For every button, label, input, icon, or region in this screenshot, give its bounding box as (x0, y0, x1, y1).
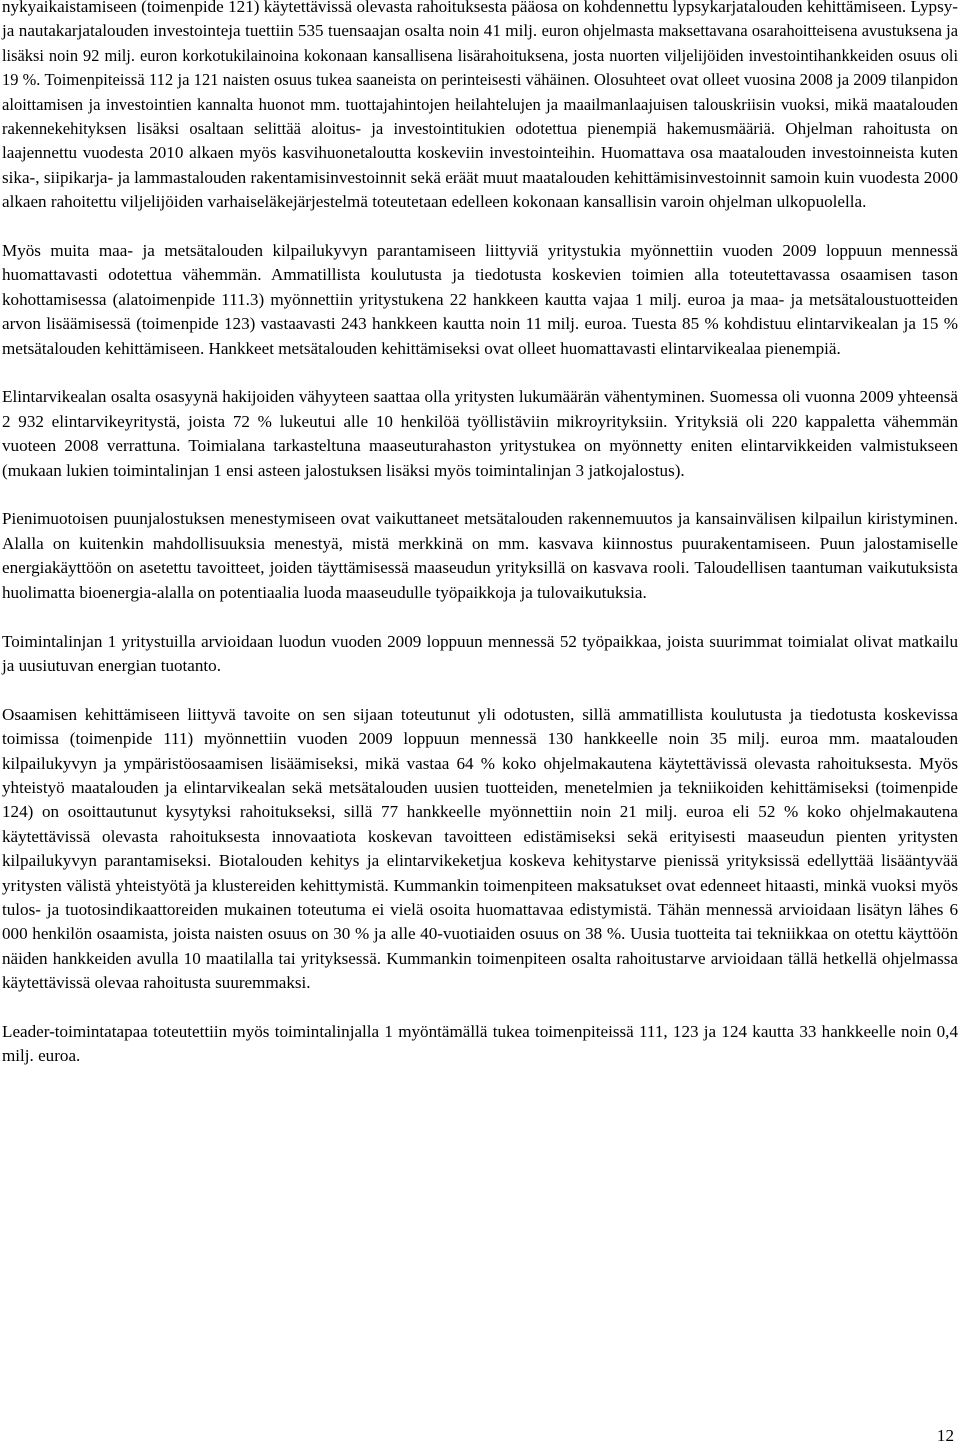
paragraph-jobs: Toimintalinjan 1 yritystuilla arvioidaan luodun vuoden 2009 loppuun mennessä 52 työpaikkaa, joista suurimmat toimialat olivat matkailu ja uusiutuvan energian tuotanto. (2, 631, 958, 675)
paragraph-wood-processing: Pienimuotoisen puunjalostuksen menestymiseen ovat vaikuttaneet metsätalouden rakennemuutos ja kansainvälisen kilpailun kiristyminen. Alalla on kuitenkin mahdollisuuksia menestyä, mistä merkkinä on mm. kasvava kiinnostus puurakentamiseen. Puun jalostamiselle energiakäyttöön on asetettu tavoitteet, joiden täyttämisessä maaseudun yrityksillä on kasvava rooli. Taloudellisen taantuman vaikutuksista huolimatta bioenergia-alalla on potentiaalia luoda maaseudulle työpaikkoja ja tulovaikutuksia. (2, 509, 958, 602)
paragraph-food-industry: Elintarvikealan osalta osasyynä hakijoiden vähyyteen saattaa olla yritysten lukumäärän vähentyminen. Suomessa oli vuonna 2009 yhteensä 2 932 elintarvikeyritystä, joista 72 % lukeutui alle 10 henkilöä työllistäviin mikroyrityksiin. Yrityksiä oli 220 kappaletta vähemmän vuoteen 2008 verrattuna. Toimialana tarkasteltuna maaseuturahaston yritystukea on myönnetty eniten elintarvikkeiden valmistukseen (mukaan lukien toimintalinjan 1 ensi asteen jalostuksen lisäksi myös toimintalinjan 3 jatkojalostus). (2, 387, 958, 480)
page-number: 12 (936, 1426, 954, 1445)
paragraph-rural-investment (2, 0, 958, 215)
paragraph-segment: Toimenpiteissä 112 ja 121 naisten osuus tukea saaneista on perinteisesti vähäinen. Olosuhteet ovat olleet vuosina 2008 ja 2009 tilanpidon aloittamisen ja investointien kannalta huonot mm. tuottajahintojen heilahtelujen ja maailmanlaajuisen talouskriisin vuoksi, mikä maatalouden rakennekehityksen lisäksi osaltaan selittää aloitus- ja investointitukien odotettua pienempiä hakemusmääriä. (2, 70, 958, 139)
paragraph-segment: nykyaikaistamiseen (toimenpide 121) käytettävissä olevasta rahoituksesta pääosa on kohdennettu lypsykarjatalouden kehittämiseen. Lypsy- ja nautakarjatalouden investointeja tuettiin 535 tuensaajan osalta noin 41 milj. (2, 0, 958, 41)
paragraph-competitiveness: Myös muita maa- ja metsätalouden kilpailukyvyn parantamiseen liittyviä yritystukia myönnettiin vuoden 2009 loppuun mennessä huomattavasti odotettua vähemmän. Ammatillista koulutusta ja tiedotusta koskevien toimien alla toteutettavassa osaamisen tason kohottamisessa (alatoimenpide 111.3) myönnettiin yritystukena 22 hankkeen kautta vajaa 1 milj. euroa ja maa- ja metsätaloustuotteiden arvon lisäämisessä (toimenpide 123) vastaavasti 243 hankkeen kautta noin 11 milj. euroa. Tuesta 85 % kohdistuu elintarvikealan ja 15 % metsätalouden kehittämiseen. Hankkeet metsätalouden kehittämiseksi ovat olleet huomattavasti elintarvikealaa pienempiä. (2, 241, 958, 358)
paragraph-segment: euron ohjelmasta maksettavana osarahoitteisena avustuksena ja lisäksi noin 92 milj. euron korkotukilainoina kokonaan kansallisena lisärahoituksena, josta nuorten viljelijöiden investointihankkeiden osuus oli 19 %. (2, 21, 958, 90)
paragraph-segment: Ohjelman rahoitusta on laajennettu vuodesta 2010 alkaen myös kasvihuonetaloutta koskeviin investointeihin. Huomattava osa maatalouden investoinneista kuten sika-, siipikarja- ja lammastalouden rakentamisinvestoinnit sekä eräät muut maatalouden kehittämisinvestoinnit samoin kuin vuodesta 2000 alkaen rahoitettu viljelijöiden varhaiseläkejärjestelmä toteutetaan edelleen kokonaan kansallisin varoin ohjelman ulkopuolella. (2, 119, 958, 212)
paragraph-leader: Leader-toimintatapaa toteutettiin myös toimintalinjalla 1 myöntämällä tukea toimenpiteissä 111, 123 ja 124 kautta 33 hankkeelle noin 0,4 milj. euroa. (2, 1021, 958, 1066)
paragraph-skills: Osaamisen kehittämiseen liittyvä tavoite on sen sijaan toteutunut yli odotusten, sillä ammatillista koulutusta ja tiedotusta koskevissa toimissa (toimenpide 111) myönnettiin vuoden 2009 loppuun mennessä 130 hankkeelle noin 35 milj. euroa mm. maatalouden kilpailukyvyn ja ympäristöosaamisen lisäämiseksi, mikä vastaa 64 % koko ohjelmakautena käytettävissä olevasta rahoituksesta. Myös yhteistyö maatalouden ja elintarvikealan sekä metsätalouden uusien tuotteiden, menetelmien ja tekniikoiden kehittämiseksi (toimenpide 124) on osoittautunut kysytyksi rahoitukseksi, sillä 77 hankkeelle myönnettiin noin 21 milj. euroa eli 52 % koko ohjelmakautena käytettävissä olevasta rahoituksesta innovaatiota koskevan tavoitteen edistämiseksi sekä erityisesti maaseudun pienten yritysten kilpailukyvyn parantamiseksi. Biotalouden kehitys ja elintarvikeketjua koskeva kehitystarve pienissä yrityksissä edellyttää lisääntyvää yritysten välistä yhteistyötä ja klustereiden kehittymistä. Kummankin toimenpiteen maksatukset ovat edenneet hitaasti, minkä vuoksi myös tulos- ja tuotosindikaattoreiden mukainen toteutuma ei vielä osoita huomattavaa edistymistä. Tähän mennessä arvioidaan lisätyn lähes 6 000 henkilön osaamista, joista naisten osuus on 30 % ja alle 40-vuotiaiden osuus on 38 %. Uusia tuotteita tai tekniikkaa on otettu käyttöön näiden hankkeiden avulla 10 maatilalla tai yrityksessä. Kummankin toimenpiteen osalta rahoitustarve arvioidaan tällä hetkellä ohjelmassa käytettävissä olevaa rahoitusta suuremmaksi. (2, 704, 958, 993)
